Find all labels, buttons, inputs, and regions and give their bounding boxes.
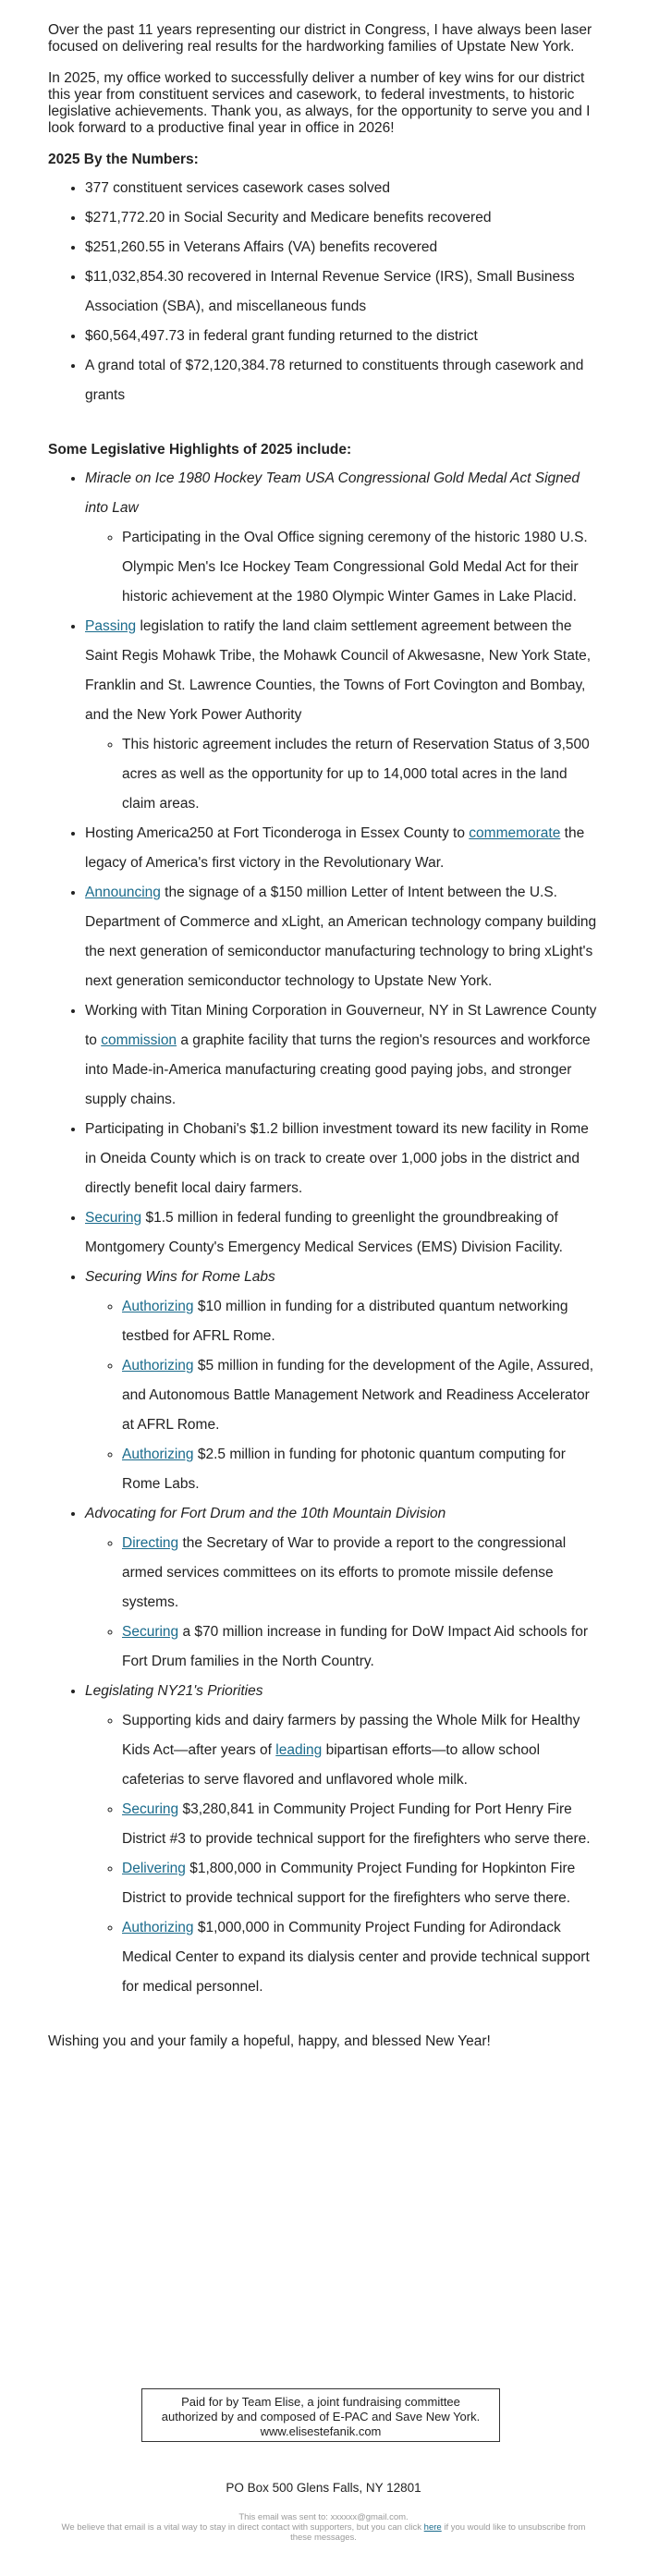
disclaimer-website: www.elisestefanik.com (260, 2424, 382, 2438)
list-item: • $11,032,854.30 recovered in Internal Revenue Service (IRS), Small Business Association (SBA), and miscellaneous funds (85, 262, 599, 322)
unsubscribe-text: We believe that email is a vital way to stay in direct contact with supporters, but you can click (61, 2522, 424, 2533)
disclaimer-line: Paid for by Team Elise, a joint fundraising committee (181, 2395, 460, 2409)
numbers-heading: 2025 By the Numbers: (48, 152, 199, 167)
highlight-text: Working with Titan Mining Corporation in Gouverneur, NY in St Lawrence County to (85, 1003, 597, 1048)
highlight-chobani: • Participating in Chobani's $1.2 billion investment toward its new facility in Rome in Oneida County which is on track to create over 1,000 jobs in the district and directly benefit local dairy farmers. (85, 1115, 599, 1203)
sub-item (122, 1795, 599, 1854)
sub-item-text: $3,280,841 in Community Project Funding for Port Henry Fire District #3 to provide technical support for the firefighters who serve there. (122, 1801, 591, 1847)
sub-item (122, 1529, 599, 1618)
authorizing-link[interactable]: Authorizing (122, 1358, 194, 1373)
highlight-xlight (85, 878, 599, 996)
leading-link[interactable]: leading (275, 1742, 323, 1758)
highlight-title: Advocating for Fort Drum and the 10th Mountain Division (85, 1506, 446, 1521)
highlight-america250 (85, 819, 599, 878)
sub-item: ◦ Participating in the Oval Office signing ceremony of the historic 1980 U.S. Olympic Men's Ice Hockey Team Congressional Gold Medal Act for their historic achievement at the 1980 Olympic Winter Games in Lake Placid. (122, 523, 599, 612)
highlight-text: a graphite facility that turns the region's resources and workforce into Made-in-America manufacturing creating good paying jobs, and stronger supply chains. (85, 1032, 591, 1107)
passing-link[interactable]: Passing (85, 618, 137, 634)
securing-link[interactable]: Securing (85, 1210, 142, 1226)
authorizing-link[interactable]: Authorizing (122, 1447, 194, 1462)
delivering-link[interactable]: Delivering (122, 1861, 186, 1876)
highlight-rome-labs (85, 1263, 599, 1499)
sub-item-text: the Secretary of War to provide a report to the congressional armed services committees on its efforts to promote missile defense systems. (122, 1535, 567, 1610)
directing-link[interactable]: Directing (122, 1535, 179, 1551)
list-item: • 377 constituent services casework cases solved (85, 174, 599, 203)
sub-item-text: Supporting kids and dairy farmers by passing the Whole Milk for Healthy Kids Act—after years of (122, 1713, 580, 1758)
sub-item (122, 1440, 599, 1499)
highlight-text: the legacy of America's first victory in the Revolutionary War. (85, 825, 585, 871)
authorizing-link[interactable]: Authorizing (122, 1920, 194, 1935)
sent-to-notice: This email was sent to: xxxxxx@gmail.com. (238, 2512, 409, 2522)
disclaimer-line: authorized by and composed of E-PAC and Save New York. (161, 2410, 481, 2423)
sub-item-text: $1,000,000 in Community Project Funding for Adirondack Medical Center to expand its dialysis center and provide technical support for medical personnel. (122, 1920, 590, 1995)
unsubscribe-link[interactable]: here (423, 2522, 442, 2533)
mailing-address: PO Box 500 Glens Falls, NY 12801 (226, 2481, 421, 2495)
highlight-titan-mining (85, 996, 599, 1115)
securing-link[interactable]: Securing (122, 1624, 179, 1640)
highlights-list (48, 464, 599, 2002)
authorizing-link[interactable]: Authorizing (122, 1299, 194, 1314)
highlight-title: Miracle on Ice 1980 Hockey Team USA Congressional Gold Medal Act Signed into Law (85, 470, 580, 516)
commission-link[interactable]: commission (101, 1032, 177, 1048)
sub-item (122, 1351, 599, 1440)
securing-link[interactable]: Securing (122, 1801, 179, 1817)
highlight-text: the signage of a $150 million Letter of Intent between the U.S. Department of Commerce and xLight, an American technology company building the next generation of semiconductor manufacturing technology to bring xLight's next generation semiconductor technology to Upstate New York. (85, 885, 597, 989)
closing-message: Wishing you and your family a hopeful, happy, and blessed New Year! (48, 2033, 491, 2049)
highlight-text: $1.5 million in federal funding to greenlight the groundbreaking of Montgomery County's Emergency Medical Services (EMS) Division Facility. (85, 1210, 563, 1255)
list-item: • $60,564,497.73 in federal grant funding returned to the district (85, 322, 599, 351)
highlight-text: legislation to ratify the land claim settlement agreement between the Saint Regis Mohawk Tribe, the Mohawk Council of Akwesasne, New York State, Franklin and St. Lawrence Counties, the Towns of Fort Covington and Bombay, and the New York Power Authority (85, 618, 592, 723)
highlight-fort-drum (85, 1499, 599, 1677)
list-item: • A grand total of $72,120,384.78 returned to constituents through casework and grants (85, 351, 599, 410)
highlight-miracle-on-ice (85, 464, 599, 612)
sub-item-text: $10 million in funding for a distributed quantum networking testbed for AFRL Rome. (122, 1299, 568, 1344)
sub-item (122, 1618, 599, 1677)
sub-item-text: bipartisan efforts—to allow school cafeterias to serve flavored and unflavored whole milk. (122, 1742, 541, 1788)
numbers-list (48, 174, 599, 410)
highlight-montgomery-ems (85, 1203, 599, 1263)
sub-item-text: $5 million in funding for the development of the Agile, Assured, and Autonomous Battle Management Network and Readiness Accelerator at AFRL Rome. (122, 1358, 594, 1433)
announcing-link[interactable]: Announcing (85, 885, 161, 900)
intro-paragraph-1: Over the past 11 years representing our district in Congress, I have always been laser focused on delivering real results for the hardworking families of Upstate New York. (48, 22, 592, 55)
sub-item (122, 1913, 599, 2002)
sub-item (122, 1706, 599, 1795)
highlight-ny21-priorities (85, 1677, 599, 2002)
sub-item-text: $1,800,000 in Community Project Funding for Hopkinton Fire District to provide technical support for the firefighters who serve there. (122, 1861, 576, 1906)
unsubscribe-text: if you would like to unsubscribe from these messages. (290, 2522, 586, 2543)
sub-item (122, 1854, 599, 1913)
list-item: • $251,260.55 in Veterans Affairs (VA) benefits recovered (85, 233, 599, 262)
highlights-heading: Some Legislative Highlights of 2025 include: (48, 442, 352, 458)
sub-item-text: a $70 million increase in funding for DoW Impact Aid schools for Fort Drum families in the North Country. (122, 1624, 589, 1669)
highlight-title: Legislating NY21's Priorities (85, 1683, 263, 1699)
paid-for-disclaimer (141, 2388, 500, 2442)
sub-item-text: $2.5 million in funding for photonic quantum computing for Rome Labs. (122, 1447, 566, 1492)
sub-item: ◦ This historic agreement includes the return of Reservation Status of 3,500 acres as well as the opportunity for up to 14,000 total acres in the land claim areas. (122, 730, 599, 819)
highlight-land-claim (85, 612, 599, 819)
highlight-title: Securing Wins for Rome Labs (85, 1269, 275, 1285)
commemorate-link[interactable]: commemorate (469, 825, 561, 841)
sub-item (122, 1292, 599, 1351)
list-item: • $271,772.20 in Social Security and Medicare benefits recovered (85, 203, 599, 233)
highlight-text: Hosting America250 at Fort Ticonderoga in Essex County to (85, 825, 470, 841)
unsubscribe-notice (55, 2522, 592, 2543)
email-body (48, 22, 599, 2065)
intro-paragraph-2: In 2025, my office worked to successfully deliver a number of key wins for our district this year from constituent services and casework, to federal investments, to historic legislative achievements. Thank you, as always, for the opportunity to serve you and I look forward to a productive final year in office in 2026! (48, 70, 591, 136)
